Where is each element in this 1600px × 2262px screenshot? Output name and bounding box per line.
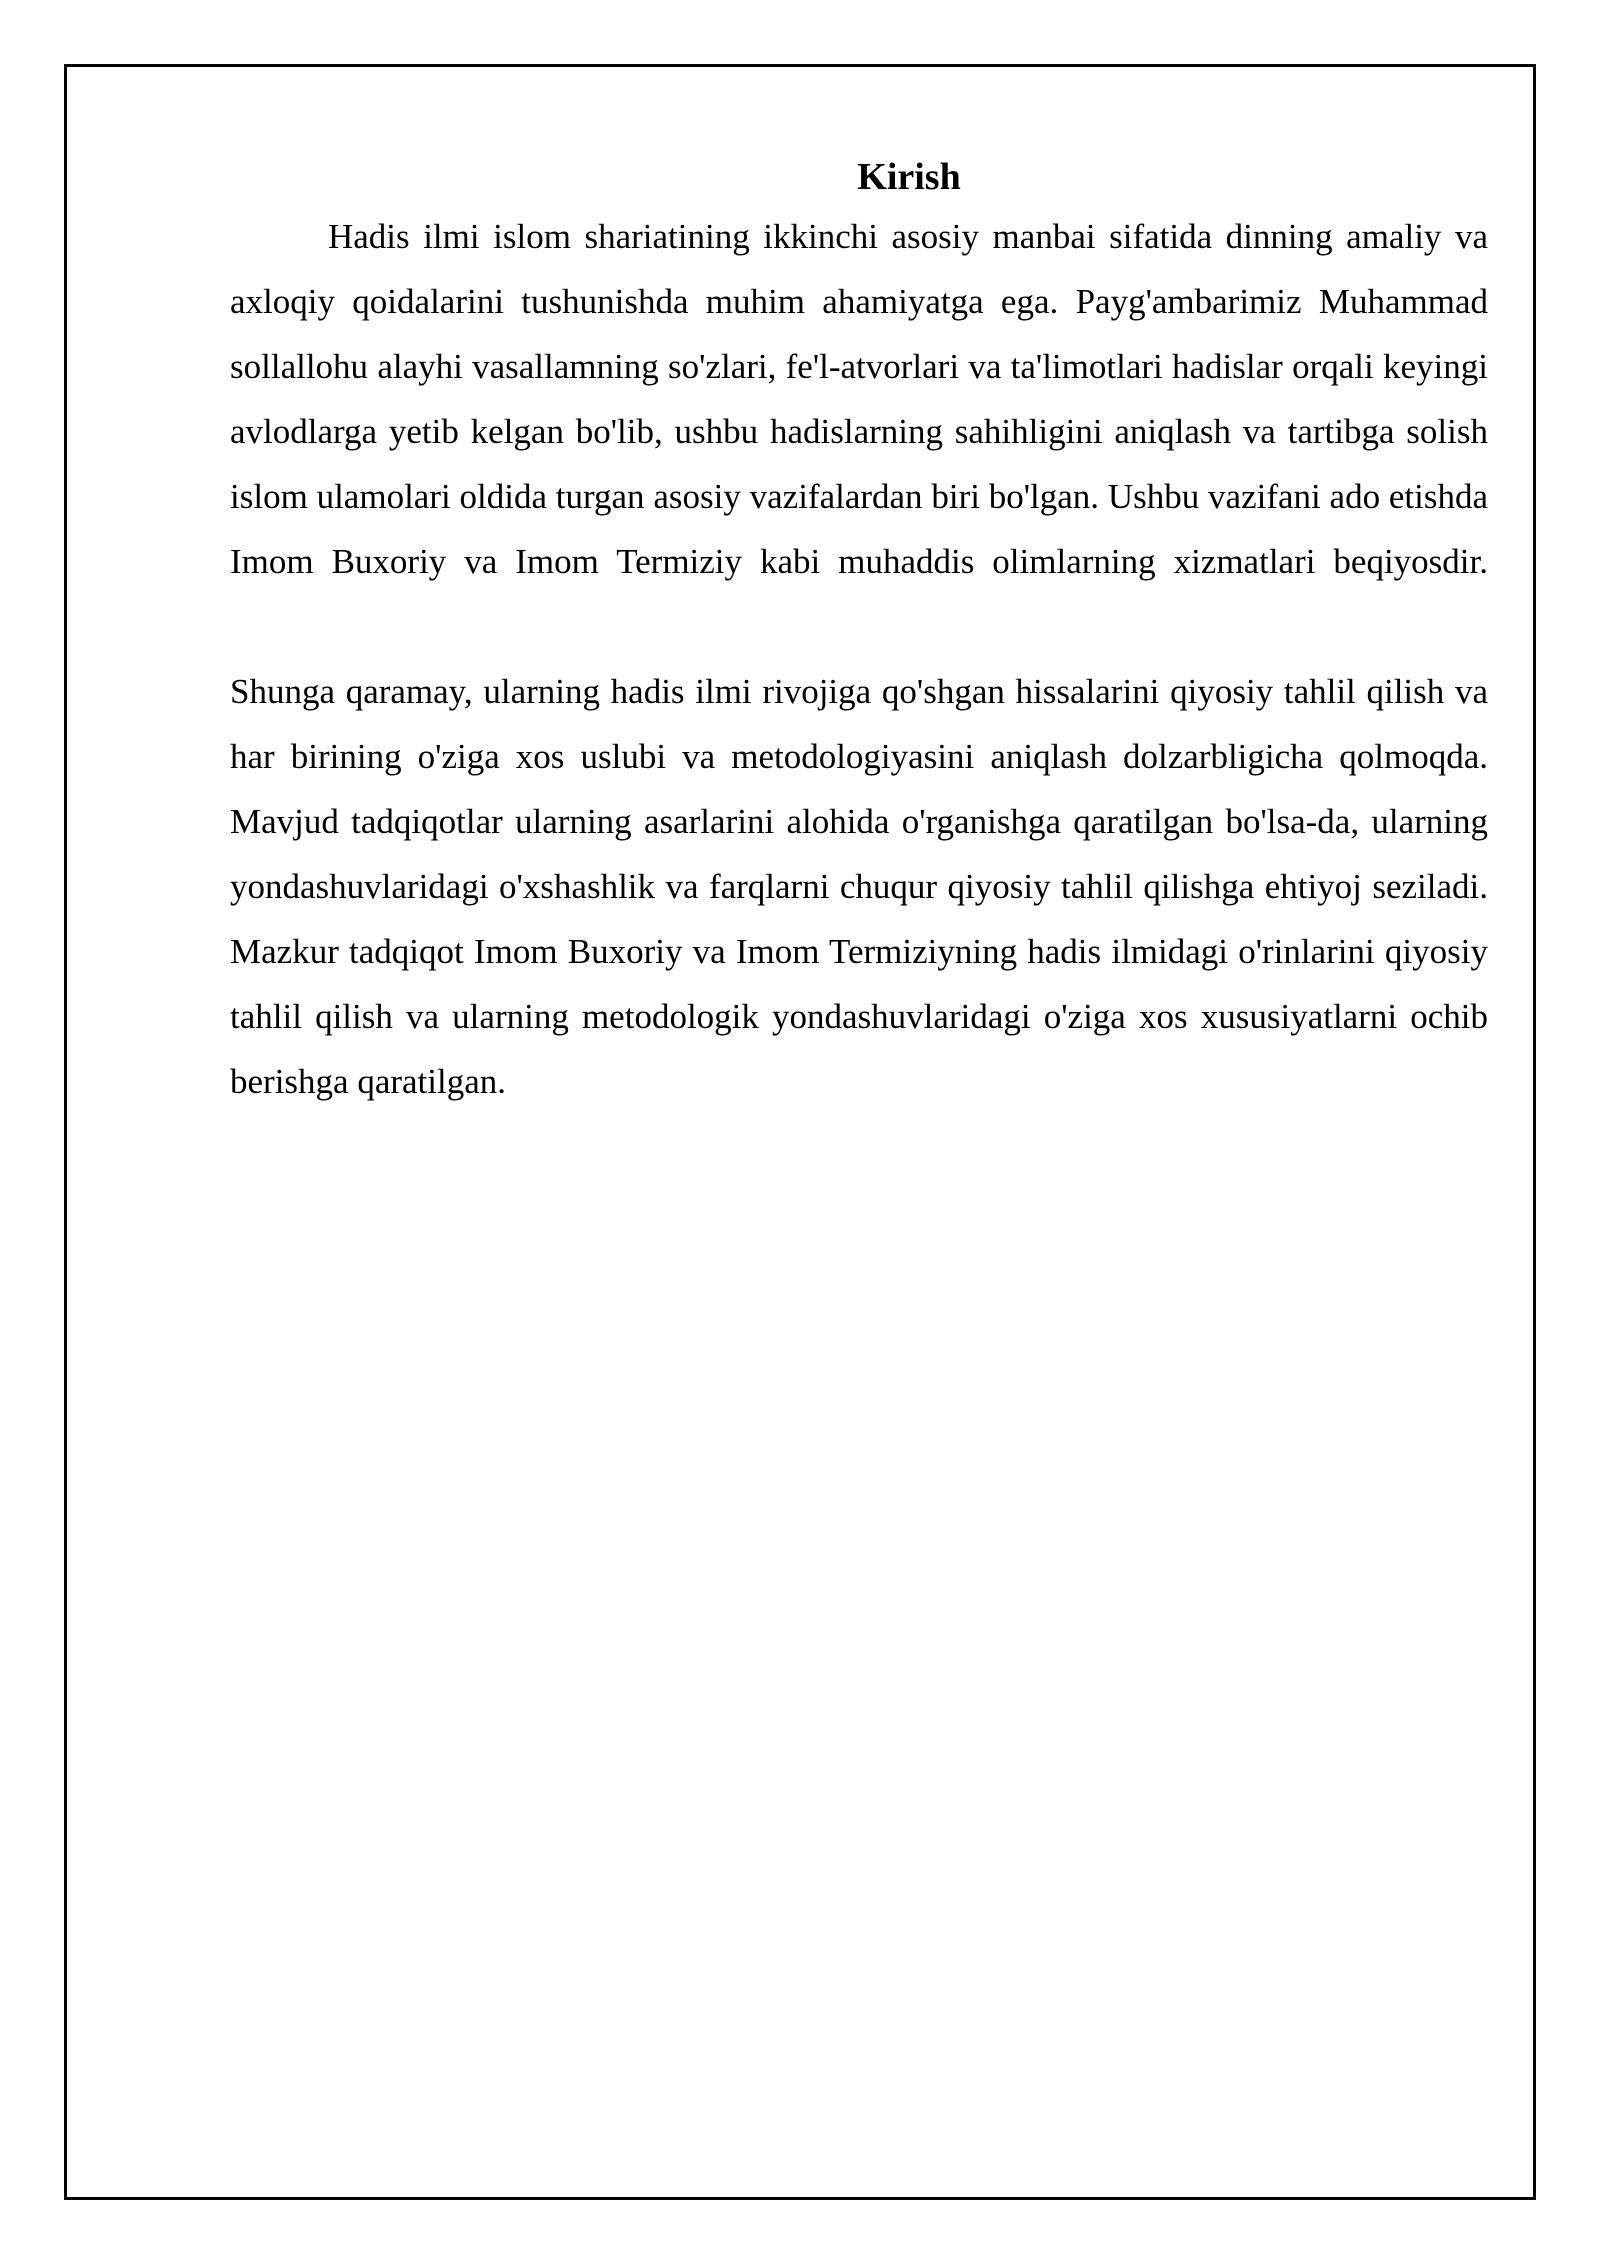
paragraph-intro: Hadis ilmi islom shariatining ikkinchi asosiy manbai sifatida dinning amaliy va axloqiy qoidalarini tushunishda muhim ahamiyatga ega. Payg'ambarimiz Muhammad sollallohu alayhi vasallamning so'zlari, fe'l-atvorlari va ta'limotlari hadislar orqali keyingi avlodlarga yetib kelgan bo'lib, ushbu hadislarning sahihligini aniqlash va tartibga solish islom ulamolari oldida turgan asosiy vazifalardan biri bo'lgan. Ushbu vazifani ado etishda Imom Buxoriy va Imom Termiziy kabi muhaddis olimlarning xizmatlari beqiyosdir. bbox=[230, 217, 1488, 581]
document-body bbox=[230, 150, 1488, 1114]
document-title: Kirish bbox=[857, 156, 961, 198]
paragraph-second: Shunga qaramay, ularning hadis ilmi rivojiga qo'shgan hissalarini qiyosiy tahlil qilish va har birining o'ziga xos uslubi va metodologiyasini aniqlash dolzarbligicha qolmoqda. Mavjud tadqiqotlar ularning asarlarini alohida o'rganishga qaratilgan bo'lsa-da, ularning yondashuvlaridagi o'xshashlik va farqlarni chuqur qiyosiy tahlil qilishga ehtiyoj seziladi. Mazkur tadqiqot Imom Buxoriy va Imom Termiziyning hadis ilmidagi o'rinlarini qiyosiy tahlil qilish va ularning metodologik yondashuvlaridagi o'ziga xos xususiyatlarni ochib berishga qaratilgan. bbox=[230, 672, 1488, 1101]
paragraph-spacer bbox=[230, 594, 1488, 659]
